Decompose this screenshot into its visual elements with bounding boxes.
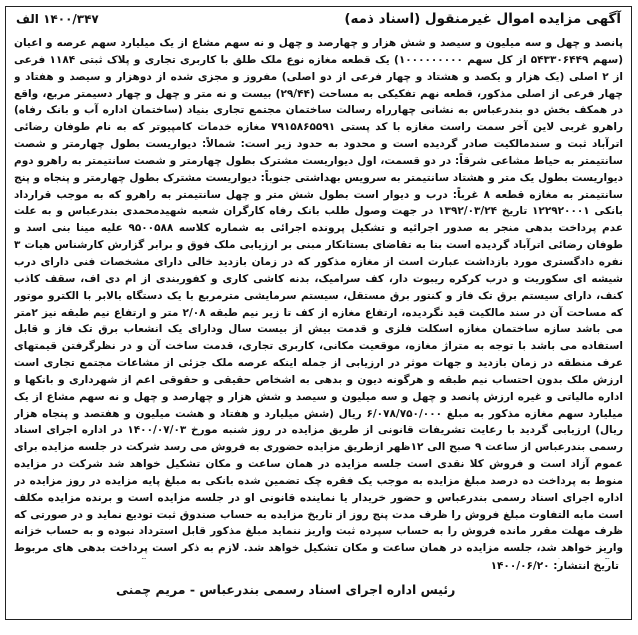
notice-title: آگهی مزایده اموال غیرمنقول (اسناد ذمه) xyxy=(344,11,621,27)
notice-body: پانصد و چهل و سه میلیون و سیصد و شش هزار و چهارصد و چهل و نه سهم مشاع از یک میلیارد سهم عرصه و اعیان (سهم ۵۴۳۳۰۶۴۴۹ از کل سهم ۱۰۰۰۰۰۰۰۰۰) یک قطعه مغازه نوع ملک طلق با کاربری تجاری و پلاک ثبتی ۱۱۸۴ فرعی از ۲ اصلی (یک هزار و یکصد و هشتاد و چهار فرعی از دو اصلی) مفروز و مجزی شده از دوهزار و سیصد و هفتاد و چهار فرعی از اصلی مذکور، قطعه نهم تفکیکی به مساحت (۲۹/۴۴) بیست و نه متر و چهل و چهار دسیمتر مربع، واقع در همکف بخش دو بندرعباس به نشانی چهارراه رسالت ساختمان مجتمع تجاری بنیاد (ساختمان اداره آب و بانک رفاه) راهرو غربی لاین آخر سمت راست مغازه با کد پستی ۷۹۱۵۸۶۵۵۹۱ مغازه خدمات کامپیوتر که به نام طوفان رضائی اترآباد ثبت و سندمالکیت صادر گردیده است و محدود به حدود زیر است: شمالاً: دیواریست بطول چهارمتر و شصت سانتیمتر به حیاط مشاعی شرقاً: در دو قسمت، اول دیواریست مشترک بطول چهارمتر و شصت سانتیمتر به راهرو دوم دیواریست بطول یک متر و هشتاد سانتیمتر به سرویس بهداشتی جنوباً: دیواریست مشترک بطول چهارمتر و پنجاه و پنج سانتیمتر به مغازه قطعه ۸ غرباً: درب و دیوار است بطول شش متر و چهل سانتیمتر به راهرو که به موجب قرارداد بانکی ۱۲۲۹۲۰۰۰۱ تاریخ ۱۳۹۲/۰۳/۲۴ در جهت وصول طلب بانک رفاه کارگران شعبه شهیدمحمدی بندرعباس و به علت عدم پرداخت بدهی منجر به صدور اجرائیه و تشکیل پرونده اجرائی به شماره کلاسه ۹۵۰۰۵۸۸ علیه مینا بنی اسد و طوفان رضائی اترآباد گردیده است بنا به تقاضای بستانکار مبنی بر ارزیابی ملک فوق و برابر گزارش کارشناس هیات ۳ نفره دادگستری مورد بازداشت عبارت است از مغازه مذکور که در زمان بازدید خالی دارای مشخصات فنی دارای درب شیشه ای سکوریت و درب کرکره ریبوت دار، کف سرامیک، بدنه کاشی کاری و کفوربندی از ام دی اف، سقف کاذب کنف، دارای سیستم برق تک فاز و کنتور برق مستقل، سیستم سرمایشی مترمربع با یک دستگاه بالابر با الکترو موتور که مساحت آن در سند مالکیت قید نگردیده، ارتفاع مغازه از کف تا زیر نیم طبقه ۲/۰۸ متر و ارتفاع نیم طبقه نیز ۲متر می باشد سازه ساختمان مغازه اسکلت فلزی و قدمت بیش از بیست سال ودارای یک انشعاب برق تک فاز و قابل استفاده می باشد با توجه به متراژ مغازه، موقعیت مکانی، کاربری تجاری، قدمت ساخت آن و در نظرگرفتن قیمتهای عرف منطقه در زمان بازدید و جهات موثر در ارزیابی از جمله اینکه عرصه ملک جزئی از مشاعات مجتمع تجاری است ارزش ملک بدون احتساب نیم طبقه و هرگونه دیون و بدهی به اشخاص حقیقی و حقوقی اعم از شهرداری و بانکها و اداره مالیاتی و غیره ارزش پانصد و چهل و سه میلیون و سیصد و شش هزار و چهارصد و چهل و نه سهم مشاع از یک میلیارد سهم مغازه مذکور به مبلغ ۶/۰۷۸/۷۵۰/۰۰۰ ریال (شش میلیارد و هفتاد و هشت میلیون و هفتصد و پنجاه هزار ریال) ارزیابی گردید با رعایت تشریفات قانونی از طریق مزایده در روز شنبه مورخ ۱۴۰۰/۰۷/۰۳ در اداره اجرای اسناد رسمی بندرعباس از ساعت ۹ صبح الی ۱۲ظهر ازطریق مزایده حضوری به فروش می رسد شرکت در جلسه مزایده برای عموم آزاد است و فروش کلا نقدی است جلسه مزایده در همان ساعت و مکان تشکیل خواهد شد شرکت در مزایده منوط به پرداخت ده درصد مبلغ مزایده به موجب یک فقره چک تضمین شده بانکی به مبلغ پایه مزایده در روز مزایده در اداره اجرای اسناد رسمی بندرعباس و حضور خریدار یا نماینده قانونی او در جلسه مزایده است و برنده مزایده مکلف است مابه التفاوت مبلغ فروش را ظرف مدت پنج روز از تاریخ مزایده به حساب صندوق ثبت تودیع نماید و در صورتی که ظرف مهلت مقرر مانده فروش را به حساب سپرده ثبت واریز ننماید مبلغ مذکور قابل استرداد نبوده و به حساب خزانه واریز خواهد شد، جلسه مزایده در همان ساعت و مکان تشکیل خواهد شد. لازم به ذکر است پرداخت بدهی های مربوط xyxy=(14,37,623,555)
notice-frame xyxy=(5,6,632,620)
notice-header xyxy=(6,7,631,37)
notice-number: ۱۴۰۰/۳۴۷ الف xyxy=(16,12,99,26)
publication-date: تاریخ انتشار: ۱۴۰۰/۰۶/۲۰ xyxy=(490,560,619,572)
signature-line: رئیس اداره اجرای اسناد رسمی بندرعباس - مریم چمنی xyxy=(116,582,456,597)
